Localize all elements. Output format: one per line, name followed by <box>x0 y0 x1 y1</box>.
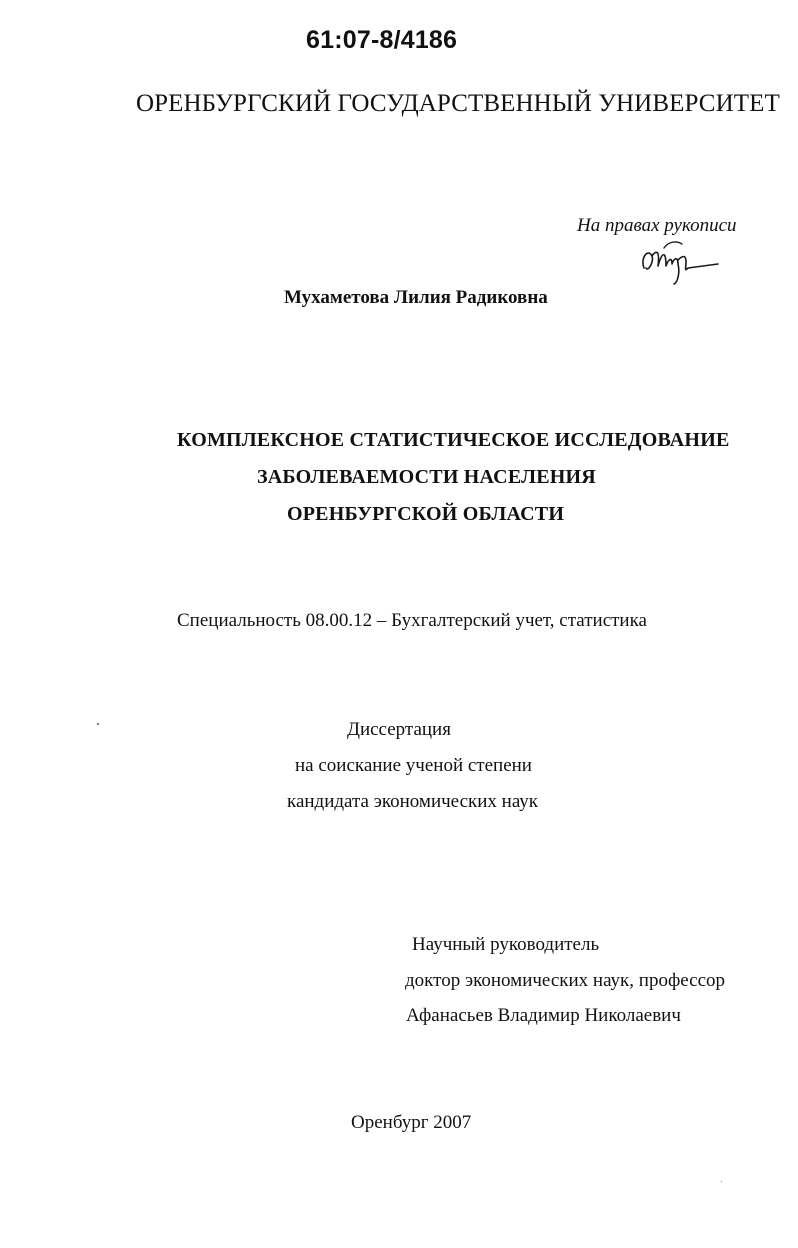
rights-note: На правах рукописи <box>577 215 737 236</box>
degree-line: на соискание ученой степени <box>295 755 532 776</box>
supervisor-name: Афанасьев Владимир Николаевич <box>406 1005 681 1026</box>
scan-speck <box>97 723 99 725</box>
supervisor-line: доктор экономических наук, профессор <box>405 970 726 991</box>
dissertation-title-line: КОМПЛЕКСНОЕ СТАТИСТИЧЕСКОЕ ИССЛЕДОВАНИЕ <box>177 429 730 451</box>
author-name: Мухаметова Лилия Радиковна <box>284 287 548 308</box>
city-year: Оренбург 2007 <box>351 1112 472 1133</box>
scan-speck <box>721 1181 722 1182</box>
dissertation-title-line: ЗАБОЛЕВАЕМОСТИ НАСЕЛЕНИЯ <box>257 466 596 488</box>
university-name: ОРЕНБУРГСКИЙ ГОСУДАРСТВЕННЫЙ УНИВЕРСИТЕТ <box>136 90 780 117</box>
supervisor-line: Научный руководитель <box>412 934 600 955</box>
archive-code: 61:07-8/4186 <box>306 26 458 54</box>
handwritten-signature <box>638 238 722 286</box>
degree-line: кандидата экономических наук <box>287 791 539 812</box>
specialty: Специальность 08.00.12 – Бухгалтерский учет, статистика <box>177 610 647 631</box>
degree-line: Диссертация <box>347 719 451 740</box>
dissertation-title-line: ОРЕНБУРГСКОЙ ОБЛАСТИ <box>287 503 565 525</box>
